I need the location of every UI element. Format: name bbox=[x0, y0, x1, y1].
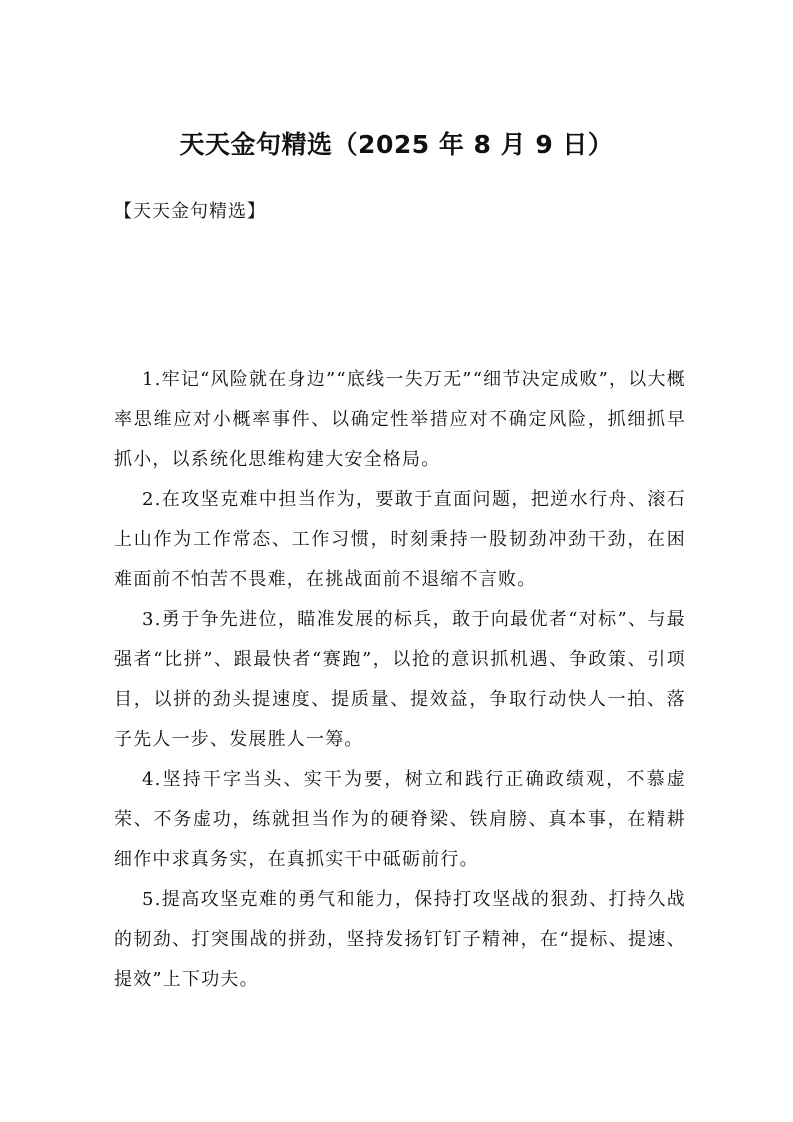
section-label: 【天天金句精选】 bbox=[114, 201, 266, 222]
paragraph-5: 5.提高攻坚克难的勇气和能力，保持打攻坚战的狠劲、打持久战的韧劲、打突围战的拼劲，坚持发扬钉钉子精神，在“提标、提速、提效”上下功夫。 bbox=[114, 889, 686, 990]
paragraph-2: 2.在攻坚克难中担当作为，要敢于直面问题，把逆水行舟、滚石上山作为工作常态、工作习惯，时刻秉持一股韧劲冲劲干劲，在困难面前不怕苦不畏难，在挑战面前不退缩不言败。 bbox=[114, 489, 686, 590]
document-title: 天天金句精选（2025 年 8 月 9 日） bbox=[179, 130, 614, 159]
paragraph-3: 3.勇于争先进位，瞄准发展的标兵，敢于向最优者“对标”、与最强者“比拼”、跟最快者“赛跑”，以抢的意识抓机遇、争政策、引项目，以拼的劲头提速度、提质量、提效益，争取行动快人一拍、落子先人一步、发展胜人一筹。 bbox=[114, 609, 686, 750]
document-body bbox=[114, 360, 686, 1000]
paragraph-1: 1.牢记“风险就在身边”“底线一失万无”“细节决定成败”，以大概率思维应对小概率事件、以确定性举措应对不确定风险，抓细抓早抓小，以系统化思维构建大安全格局。 bbox=[114, 369, 686, 470]
paragraph-4: 4.坚持干字当头、实干为要，树立和践行正确政绩观，不慕虚荣、不务虚功，练就担当作为的硬脊梁、铁肩膀、真本事，在精耕细作中求真务实，在真抓实干中砥砺前行。 bbox=[114, 769, 686, 870]
